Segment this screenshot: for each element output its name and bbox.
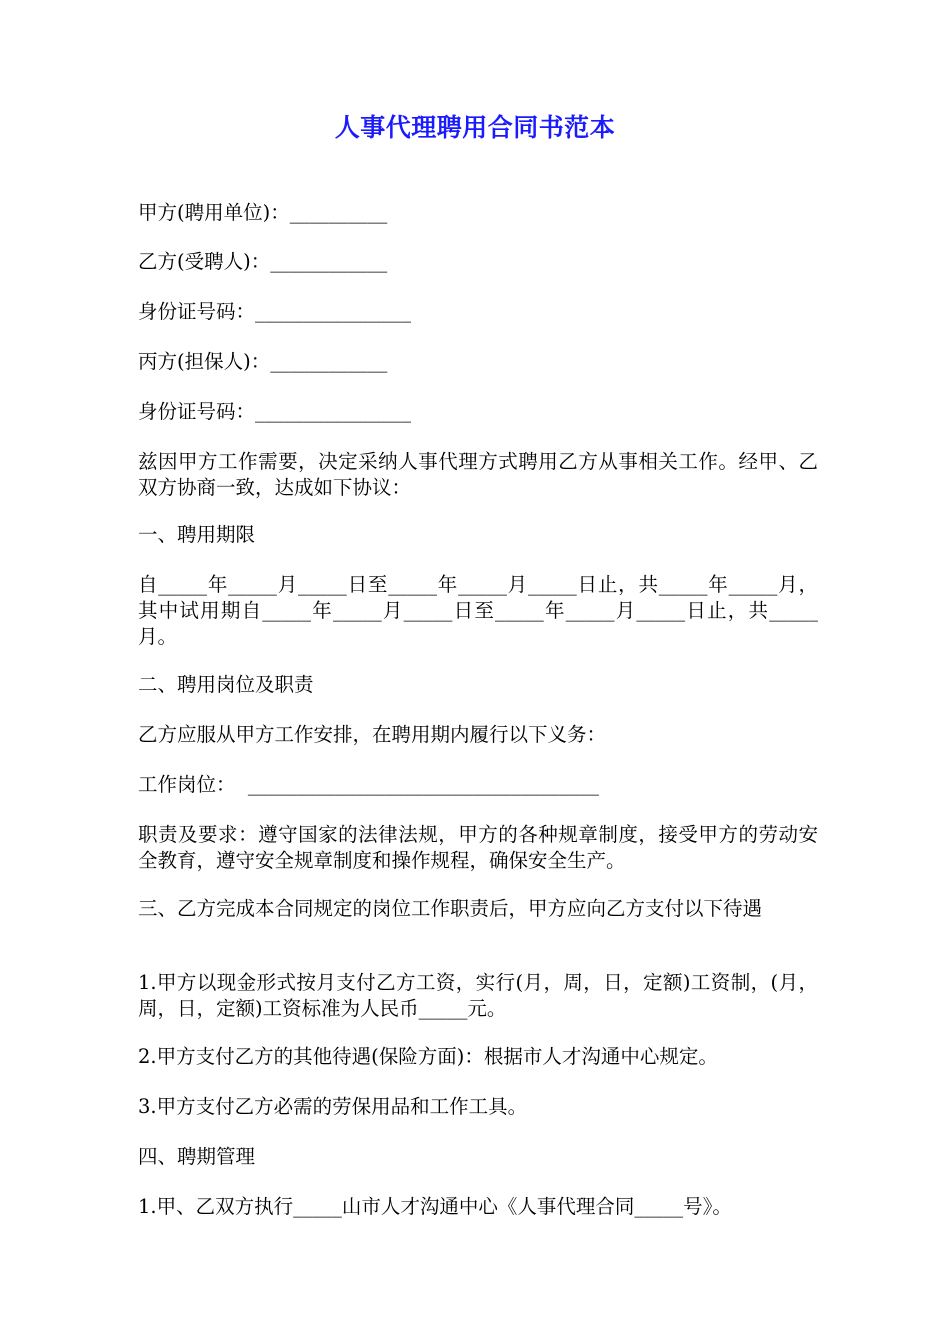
party-b-id-field: 身份证号码：________________ — [138, 300, 412, 323]
equipment-paragraph: 3.甲方支付乙方必需的劳保用品和工作工具。 — [138, 1095, 528, 1118]
party-c-id-field: 身份证号码：________________ — [138, 400, 412, 423]
section-heading-position: 二、聘用岗位及职责 — [138, 673, 314, 696]
responsibilities-paragraph: 职责及要求：遵守国家的法律法规，甲方的各种规章制度，接受甲方的劳动安全教育，遵守安全规章制度和操作规程，确保安全生产。 — [138, 823, 818, 872]
party-b-field: 乙方(受聘人)：____________ — [138, 250, 388, 273]
benefits-paragraph: 2.甲方支付乙方的其他待遇(保险方面)：根据市人才沟通中心规定。 — [138, 1045, 718, 1068]
section-heading-management: 四、聘期管理 — [138, 1145, 256, 1168]
preamble-paragraph: 兹因甲方工作需要，决定采纳人事代理方式聘用乙方从事相关工作。经甲、乙双方协商一致，达成如下协议： — [138, 450, 818, 499]
management-paragraph: 1.甲、乙双方执行_____山市人才沟通中心《人事代理合同_____号》。 — [138, 1195, 732, 1218]
party-a-field: 甲方(聘用单位)：__________ — [138, 201, 388, 224]
section-heading-compensation: 三、乙方完成本合同规定的岗位工作职责后，甲方应向乙方支付以下待遇 — [138, 897, 763, 920]
duties-intro-paragraph: 乙方应服从甲方工作安排，在聘用期内履行以下义务： — [138, 723, 607, 746]
term-paragraph: 自_____年_____月_____日至_____年_____月_____日止，共_____年_____月，其中试用期自_____年_____月_____日至_____年_____月_____日止，共_____月。 — [138, 573, 818, 648]
job-position-field: 工作岗位： ____________________________________ — [138, 773, 599, 796]
salary-paragraph: 1.甲方以现金形式按月支付乙方工资，实行(月，周，日，定额)工资制，(月，周，日，定额)工资标准为人民币_____元。 — [138, 971, 818, 1020]
document-title: 人事代理聘用合同书范本 — [334, 113, 616, 142]
section-heading-term: 一、聘用期限 — [138, 523, 256, 546]
party-c-field: 丙方(担保人)：____________ — [138, 350, 388, 373]
